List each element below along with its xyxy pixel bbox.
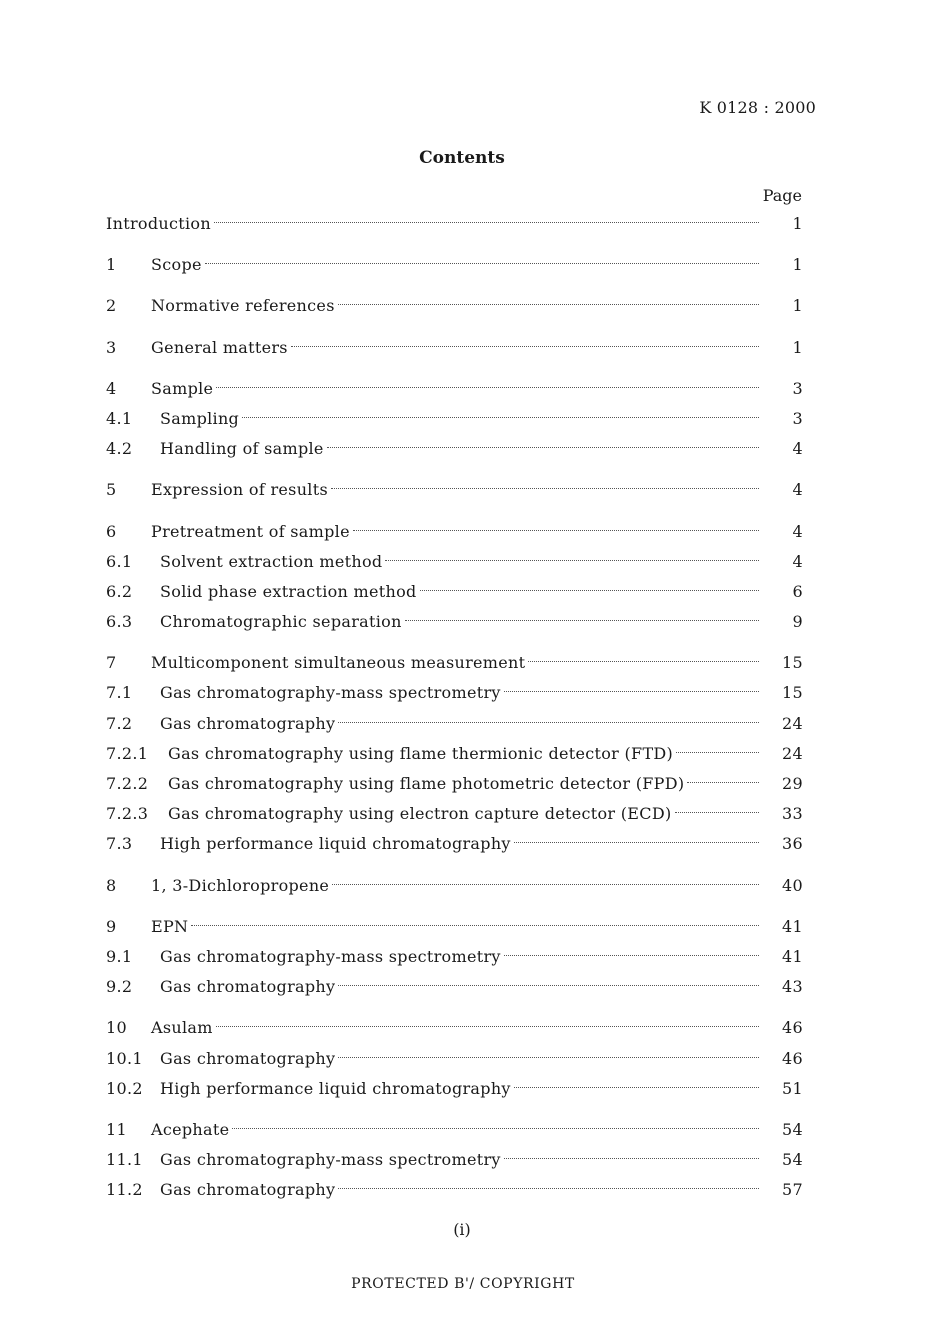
dot-leader bbox=[504, 955, 759, 956]
toc-entry[interactable] bbox=[106, 434, 803, 464]
toc-entry-page: 6 bbox=[792, 581, 803, 601]
dot-leader bbox=[338, 1188, 759, 1189]
toc-entry[interactable] bbox=[106, 374, 803, 404]
toc-entry-title: EPN bbox=[151, 916, 189, 936]
toc-entry-title: Asulam bbox=[151, 1018, 213, 1038]
toc-entry-number: 11.2 bbox=[106, 1180, 143, 1200]
toc-entry-page: 1 bbox=[792, 214, 803, 233]
dot-leader bbox=[405, 620, 759, 621]
dot-leader bbox=[504, 691, 759, 692]
dot-leader bbox=[528, 661, 759, 662]
toc-entry-title: Gas chromatography-mass spectrometry bbox=[160, 946, 501, 966]
toc-entry-number: 4.2 bbox=[106, 439, 133, 459]
toc-entry-title: Scope bbox=[151, 255, 202, 275]
toc-entry-page: 33 bbox=[782, 804, 803, 824]
toc-entry-title: Introduction bbox=[106, 214, 211, 233]
toc-group bbox=[106, 871, 803, 901]
toc-entry-page: 41 bbox=[782, 916, 803, 936]
toc-entry-number: 6 bbox=[106, 521, 117, 541]
toc-entry[interactable] bbox=[106, 739, 803, 769]
dot-leader bbox=[514, 842, 759, 843]
toc-entry-title: High performance liquid chromatography bbox=[160, 834, 511, 854]
dot-leader bbox=[332, 884, 759, 885]
page-column-header: Page bbox=[762, 186, 802, 205]
toc-entry-page: 1 bbox=[792, 296, 803, 316]
toc-entry-number: 4 bbox=[106, 378, 117, 398]
toc-entry-title: Gas chromatography-mass spectrometry bbox=[160, 683, 501, 703]
toc-entry-title: Acephate bbox=[151, 1119, 230, 1139]
toc-entry[interactable] bbox=[106, 1044, 803, 1074]
toc-entry-number: 5 bbox=[106, 480, 117, 500]
toc-entry-number: 9.1 bbox=[106, 946, 133, 966]
toc-entry-number: 10.2 bbox=[106, 1078, 143, 1098]
toc-entry[interactable] bbox=[106, 475, 803, 505]
toc-entry[interactable] bbox=[106, 942, 803, 972]
toc-entry[interactable] bbox=[106, 871, 803, 901]
toc-entry-title: Gas chromatography-mass spectrometry bbox=[160, 1150, 501, 1170]
toc-entry[interactable] bbox=[106, 769, 803, 799]
toc-entry[interactable] bbox=[106, 1115, 803, 1145]
toc-group bbox=[106, 912, 803, 1003]
toc-entry[interactable] bbox=[106, 404, 803, 434]
toc-entry-title: 1, 3-Dichloropropene bbox=[151, 875, 330, 895]
standard-number: K 0128 : 2000 bbox=[699, 98, 816, 117]
table-of-contents bbox=[106, 209, 803, 1216]
contents-title: Contents bbox=[419, 148, 505, 168]
toc-entry[interactable] bbox=[106, 547, 803, 577]
dot-leader bbox=[242, 417, 759, 418]
toc-group bbox=[106, 1115, 803, 1206]
toc-entry[interactable] bbox=[106, 291, 803, 321]
toc-entry[interactable] bbox=[106, 972, 803, 1002]
toc-entry-page: 3 bbox=[792, 378, 803, 398]
toc-entry-title: Gas chromatography bbox=[160, 1048, 336, 1068]
toc-entry-page: 9 bbox=[792, 612, 803, 632]
toc-entry[interactable] bbox=[106, 607, 803, 637]
toc-entry[interactable] bbox=[106, 250, 803, 280]
toc-entry-page: 41 bbox=[782, 946, 803, 966]
dot-leader bbox=[331, 488, 759, 489]
toc-entry-page: 1 bbox=[792, 255, 803, 275]
toc-entry-number: 7.1 bbox=[106, 683, 133, 703]
toc-entry-page: 51 bbox=[782, 1078, 803, 1098]
dot-leader bbox=[504, 1158, 759, 1159]
dot-leader bbox=[214, 222, 759, 223]
toc-group bbox=[106, 209, 803, 239]
toc-group bbox=[106, 1013, 803, 1104]
toc-entry-page: 15 bbox=[782, 683, 803, 703]
toc-entry-page: 46 bbox=[782, 1048, 803, 1068]
toc-entry-title: Handling of sample bbox=[160, 439, 324, 459]
toc-entry-number: 6.2 bbox=[106, 581, 133, 601]
toc-entry[interactable] bbox=[106, 517, 803, 547]
toc-entry-page: 43 bbox=[782, 977, 803, 997]
toc-entry[interactable] bbox=[106, 1013, 803, 1043]
toc-entry-number: 7.2.1 bbox=[106, 743, 149, 763]
toc-entry-number: 7 bbox=[106, 653, 117, 673]
dot-leader bbox=[338, 304, 759, 305]
dot-leader bbox=[676, 752, 759, 753]
toc-group bbox=[106, 475, 803, 505]
toc-entry-number: 7.2 bbox=[106, 713, 133, 733]
toc-entry-page: 36 bbox=[782, 834, 803, 854]
toc-entry-page: 54 bbox=[782, 1150, 803, 1170]
dot-leader bbox=[385, 560, 759, 561]
copyright-notice: PROTECTED B'/ COPYRIGHT bbox=[351, 1276, 575, 1292]
toc-entry[interactable] bbox=[106, 1175, 803, 1205]
toc-entry-number: 6.1 bbox=[106, 551, 133, 571]
dot-leader bbox=[675, 812, 759, 813]
toc-entry-title: Solid phase extraction method bbox=[160, 581, 417, 601]
toc-entry-number: 9.2 bbox=[106, 977, 133, 997]
toc-entry[interactable] bbox=[106, 799, 803, 829]
toc-entry[interactable] bbox=[106, 678, 803, 708]
dot-leader bbox=[420, 590, 759, 591]
toc-group bbox=[106, 291, 803, 321]
toc-entry-title: High performance liquid chromatography bbox=[160, 1078, 511, 1098]
toc-entry-title: Gas chromatography bbox=[160, 977, 336, 997]
toc-entry-page: 24 bbox=[782, 743, 803, 763]
toc-group bbox=[106, 333, 803, 363]
dot-leader bbox=[687, 782, 759, 783]
toc-entry[interactable] bbox=[106, 709, 803, 739]
toc-entry-number: 9 bbox=[106, 916, 117, 936]
toc-entry[interactable] bbox=[106, 1145, 803, 1175]
toc-entry-number: 4.1 bbox=[106, 408, 133, 428]
toc-entry-number: 3 bbox=[106, 337, 117, 357]
dot-leader bbox=[338, 985, 759, 986]
toc-entry-title: Sampling bbox=[160, 408, 240, 428]
toc-entry-title: Gas chromatography using flame photometric detector (FPD) bbox=[168, 774, 685, 793]
toc-entry-number: 8 bbox=[106, 875, 117, 895]
toc-entry-number: 10 bbox=[106, 1018, 127, 1038]
toc-entry-number: 10.1 bbox=[106, 1048, 143, 1068]
toc-entry[interactable] bbox=[106, 829, 803, 859]
toc-entry-page: 40 bbox=[782, 875, 803, 895]
toc-entry-number: 11.1 bbox=[106, 1150, 143, 1170]
toc-entry-title: Gas chromatography bbox=[160, 1180, 336, 1200]
toc-entry[interactable] bbox=[106, 1074, 803, 1104]
toc-entry[interactable] bbox=[106, 912, 803, 942]
toc-entry-title: Gas chromatography using electron capture detector (ECD) bbox=[168, 804, 672, 824]
toc-entry[interactable] bbox=[106, 648, 803, 678]
dot-leader bbox=[216, 1026, 759, 1027]
toc-entry[interactable] bbox=[106, 577, 803, 607]
toc-entry-title: Chromatographic separation bbox=[160, 612, 402, 632]
toc-entry-title: Sample bbox=[151, 378, 214, 398]
toc-entry-title: General matters bbox=[151, 337, 288, 357]
toc-entry-number: 2 bbox=[106, 296, 117, 316]
dot-leader bbox=[338, 722, 759, 723]
toc-entry-page: 4 bbox=[792, 439, 803, 459]
toc-entry-number: 6.3 bbox=[106, 612, 133, 632]
dot-leader bbox=[205, 263, 759, 264]
toc-entry-page: 57 bbox=[782, 1180, 803, 1200]
toc-entry-page: 4 bbox=[792, 551, 803, 571]
toc-group bbox=[106, 250, 803, 280]
dot-leader bbox=[191, 925, 759, 926]
toc-group bbox=[106, 517, 803, 638]
toc-entry-page: 24 bbox=[782, 713, 803, 733]
toc-entry-page: 29 bbox=[782, 774, 803, 793]
toc-entry-number: 7.2.2 bbox=[106, 774, 149, 793]
toc-entry-title: Multicomponent simultaneous measurement bbox=[151, 653, 526, 673]
toc-group bbox=[106, 374, 803, 465]
toc-entry-page: 15 bbox=[782, 653, 803, 673]
toc-entry-page: 4 bbox=[792, 480, 803, 500]
dot-leader bbox=[353, 530, 759, 531]
dot-leader bbox=[291, 346, 759, 347]
toc-entry-title: Gas chromatography bbox=[160, 713, 336, 733]
toc-entry-title: Pretreatment of sample bbox=[151, 521, 350, 541]
toc-entry-number: 7.3 bbox=[106, 834, 133, 854]
dot-leader bbox=[327, 447, 759, 448]
toc-entry-title: Gas chromatography using flame thermionic detector (FTD) bbox=[168, 743, 674, 763]
toc-entry[interactable] bbox=[106, 209, 803, 239]
toc-entry-page: 3 bbox=[792, 408, 803, 428]
toc-entry-number: 7.2.3 bbox=[106, 804, 149, 824]
dot-leader bbox=[232, 1128, 759, 1129]
toc-entry-page: 54 bbox=[782, 1119, 803, 1139]
toc-entry-title: Normative references bbox=[151, 296, 335, 316]
toc-entry-page: 46 bbox=[782, 1018, 803, 1038]
toc-entry-page: 4 bbox=[792, 521, 803, 541]
toc-entry-page: 1 bbox=[792, 337, 803, 357]
toc-group bbox=[106, 648, 803, 859]
dot-leader bbox=[216, 387, 759, 388]
toc-entry-number: 1 bbox=[106, 255, 117, 275]
toc-entry-title: Solvent extraction method bbox=[160, 551, 383, 571]
page-number: (i) bbox=[453, 1220, 471, 1239]
toc-entry[interactable] bbox=[106, 333, 803, 363]
dot-leader bbox=[514, 1087, 759, 1088]
toc-entry-title: Expression of results bbox=[151, 480, 328, 500]
dot-leader bbox=[338, 1057, 759, 1058]
toc-entry-number: 11 bbox=[106, 1119, 127, 1139]
